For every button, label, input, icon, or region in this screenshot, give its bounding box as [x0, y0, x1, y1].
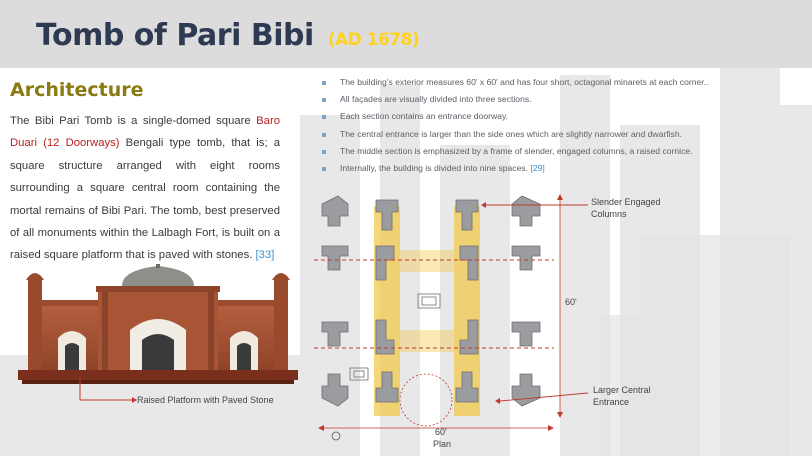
- bullet-square-icon: [322, 115, 326, 119]
- list-item: [322, 91, 792, 108]
- paragraph-highlight: Baro Duari (12 Doorways): [10, 115, 280, 150]
- plan-caption: Plan: [433, 439, 452, 449]
- list-item: [322, 108, 792, 125]
- bullet-square-icon: [322, 167, 326, 171]
- paragraph-intro: The Bibi Pari Tomb is a single-domed square: [10, 115, 257, 127]
- title-year: (AD 1678): [327, 30, 420, 50]
- columns-caption-line2: Columns: [591, 209, 627, 219]
- compass-icon: [332, 432, 340, 440]
- floor-plan-diagram: [314, 190, 574, 450]
- list-item-text: The building's exterior measures 60' x 60' and has four short, octagonal minarets at each corner..: [340, 77, 709, 87]
- bullet-square-icon: [322, 150, 326, 154]
- tomb-elevation-illustration: [18, 264, 298, 388]
- dimension-bottom: 60': [435, 427, 447, 437]
- description-paragraph: [10, 110, 280, 267]
- platform-caption: Raised Platform with Paved Stone: [137, 395, 274, 405]
- list-item: [322, 74, 792, 91]
- list-item-text: All façades are visually divided into three sections.: [340, 94, 532, 105]
- section-heading: Architecture: [10, 79, 144, 101]
- list-reference-link[interactable]: [29]: [530, 163, 545, 174]
- bullet-square-icon: [322, 133, 326, 137]
- title-text: Tomb of Pari Bibi: [36, 18, 314, 53]
- list-item: [322, 160, 792, 177]
- bullet-square-icon: [322, 98, 326, 102]
- list-item: [322, 126, 792, 143]
- list-item: [322, 143, 792, 160]
- dimension-right: 60': [565, 297, 577, 307]
- list-item-text: Internally, the building is divided into nine spaces.: [340, 163, 531, 174]
- bullet-square-icon: [322, 81, 326, 85]
- list-item-text: The central entrance is larger than the side ones which are slightly narrower and dwarfish.: [340, 128, 683, 139]
- slide-title: [36, 18, 419, 53]
- feature-list: [322, 74, 792, 177]
- entrance-caption-line1: Larger Central: [593, 385, 651, 395]
- list-item-text: Each section contains an entrance doorway.: [340, 111, 508, 122]
- columns-caption-line1: Slender Engaged: [591, 197, 661, 207]
- paragraph-body: Bengali type tomb, that is; a square structure arranged with eight rooms surrounding a square central room containing the mortal remains of Bibi Pari. The tomb, best preserved of all monuments within the Lalbagh Fort, is built on a raised square platform that is paved with stones.: [10, 137, 281, 262]
- paragraph-reference-link[interactable]: [33]: [255, 249, 275, 262]
- list-item-text: The middle section is emphasized by a frame of slender, engaged columns, a raised cornice.: [340, 145, 693, 156]
- entrance-caption-line2: Entrance: [593, 397, 630, 407]
